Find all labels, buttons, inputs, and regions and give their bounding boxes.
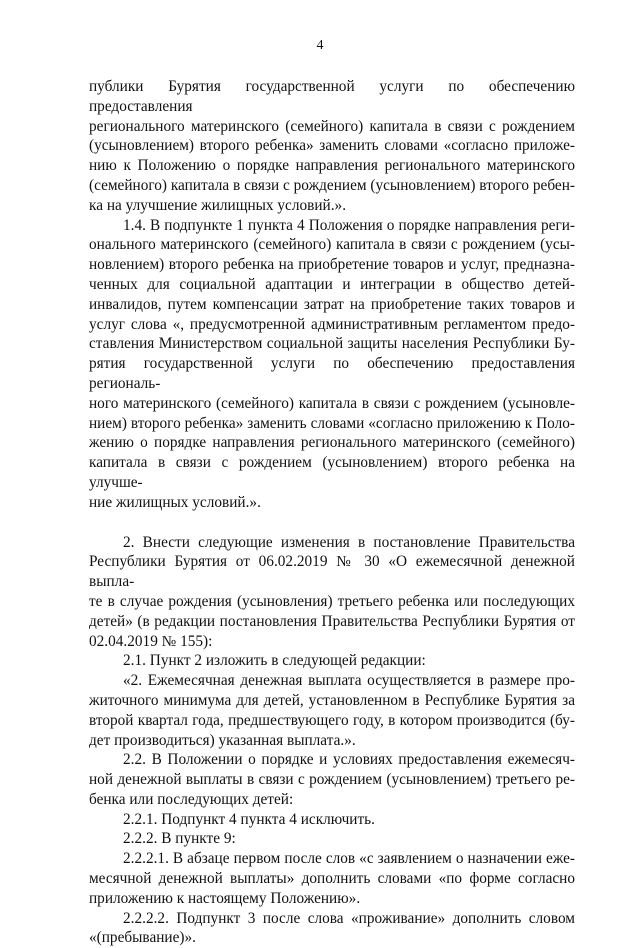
- text-line: ной денежной выплаты в связи с рождением (усыновлением) третьего ре-: [89, 771, 575, 789]
- text-line: Республики Бурятия от 06.02.2019 № 30 «О ежемесячной денежной выпла-: [89, 553, 575, 591]
- text-line: 2.2. В Положении о порядке и условиях предоставления ежемесяч-: [123, 751, 575, 769]
- text-line: (семейного) капитала в связи с рождением (усыновлением) второго ребен-: [89, 176, 575, 194]
- text-line: услуг слова «, предусмотренной административным регламентом предо-: [89, 315, 575, 333]
- text-line: ние жилищных условий.».: [89, 493, 261, 511]
- paragraph-2: [89, 533, 575, 652]
- paragraph-2-2-2-1: [89, 849, 575, 908]
- text-line: публики Бурятия государственной услуги по обеспечению предоставления: [89, 78, 575, 115]
- text-line: 2.1. Пункт 2 изложить в следующей редакции:: [123, 652, 426, 670]
- paragraph-1-4: [89, 216, 575, 513]
- text-line: регионального материнского (семейного) капитала в связи с рождением: [89, 117, 575, 135]
- text-line: ченных для социальной адаптации и интеграции в общество детей-: [89, 275, 575, 293]
- text-line: житочного минимума для детей, установленном в Республике Бурятия за: [89, 691, 575, 709]
- text-line: месячной денежной выплаты» дополнить словами «по форме согласно: [89, 870, 575, 888]
- text-line: 2.2.2.1. В абзаце первом после слов «с заявлением о назначении еже-: [123, 850, 575, 868]
- text-line: детей» (в редакции постановления Правительства Республики Бурятия от: [89, 612, 575, 630]
- page-number: 4: [316, 38, 324, 53]
- paragraph-2-2-2: [89, 829, 575, 849]
- text-line: нию к Положению о порядке направления регионального материнского: [89, 157, 575, 175]
- paragraph-quote-2: [89, 671, 575, 750]
- text-line: второй квартал года, предшествующего году, в котором производится (бу-: [89, 711, 575, 729]
- paragraph-2-1: [89, 651, 575, 671]
- text-line: онального материнского (семейного) капитала в связи с рождением (усы-: [89, 236, 575, 254]
- text-line: ставления Министерством социальной защиты населения Республики Бу-: [89, 335, 575, 353]
- text-line: ного материнского (семейного) капитала в связи с рождением (усыновле-: [89, 394, 575, 412]
- text-line: «(пребывание)».: [89, 929, 196, 947]
- text-line: бенка или последующих детей:: [89, 790, 294, 808]
- paragraph-2-2-1: [89, 810, 575, 830]
- text-line: рятия государственной услуги по обеспечению предоставления региональ-: [89, 355, 575, 392]
- paragraph-gap: [89, 513, 575, 533]
- text-line: капитала в связи с рождением (усыновлением) второго ребенка на улучше-: [89, 454, 575, 491]
- text-line: 2. Внести следующие изменения в постановление Правительства: [123, 533, 575, 551]
- paragraph-2-2-2-2: [89, 909, 575, 948]
- text-line: инвалидов, путем компенсации затрат на приобретение таких товаров и: [89, 295, 575, 313]
- text-line: нием) второго ребенка» заменить словами «согласно приложению к Поло-: [89, 414, 575, 432]
- text-line: 2.2.2. В пункте 9:: [123, 830, 236, 848]
- text-line: 1.4. В подпункте 1 пункта 4 Положения о порядке направления реги-: [123, 216, 575, 234]
- text-line: приложению к настоящему Положению».: [89, 889, 361, 907]
- paragraph-continuation: [89, 77, 575, 216]
- text-line: «2. Ежемесячная денежная выплата осуществляется в размере про-: [123, 672, 575, 690]
- text-line: ка на улучшение жилищных условий.».: [89, 196, 347, 214]
- text-line: те в случае рождения (усыновления) третьего ребенка или последующих: [89, 592, 575, 610]
- text-line: жению о порядке направления регионального материнского (семейного): [89, 434, 575, 452]
- paragraph-2-2: [89, 750, 575, 809]
- text-line: (усыновлением) второго ребенка» заменить словами «согласно приложе-: [89, 137, 575, 155]
- text-line: 02.04.2019 № 155):: [89, 632, 213, 650]
- text-line: новлением) второго ребенка на приобретение товаров и услуг, предназна-: [89, 256, 575, 274]
- text-line: 2.2.1. Подпункт 4 пункта 4 исключить.: [123, 810, 375, 828]
- text-line: 2.2.2.2. Подпункт 3 после слова «проживание» дополнить словом: [123, 909, 575, 927]
- document-body: [89, 77, 575, 948]
- text-line: дет производиться) указанная выплата.».: [89, 731, 356, 749]
